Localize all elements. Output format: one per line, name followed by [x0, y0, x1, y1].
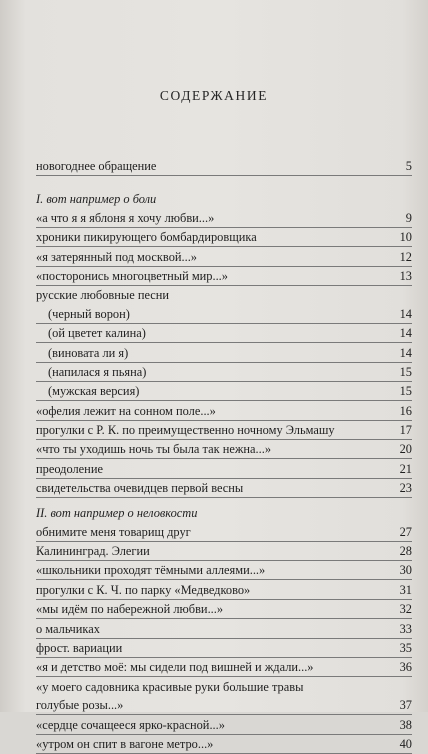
toc-entry	[36, 459, 412, 478]
toc-entry-title: прогулки с К. Ч. по парку «Медведково»	[36, 582, 251, 597]
toc-entry	[36, 228, 412, 247]
toc-entry-title: прогулки с Р. К. по преимущественно ночному Эльмашу	[36, 423, 335, 438]
toc-page-number: 5	[405, 159, 412, 174]
toc-entry	[36, 157, 412, 176]
toc-entry-title: преодоление	[36, 461, 103, 476]
toc-page-number: 14	[399, 326, 412, 341]
toc-page-number: 30	[399, 563, 412, 578]
toc-entry	[36, 542, 412, 561]
toc-entry	[36, 561, 412, 580]
toc-page-number: 12	[399, 249, 412, 264]
toc-entry-title: «я и детство моё: мы сидели под вишней и ждали...»	[36, 660, 314, 675]
toc-page-number: 28	[399, 544, 412, 559]
toc-page-number: 15	[399, 364, 412, 379]
toc-entry-title: «посторонись многоцветный мир...»	[36, 268, 228, 283]
table-of-contents	[36, 157, 412, 754]
toc-entry-title: (напилася я пьяна)	[48, 364, 147, 379]
toc-entry	[36, 382, 412, 401]
toc-entry	[36, 286, 412, 304]
toc-page-number: 10	[399, 230, 412, 245]
toc-entry-title: «школьники проходят тёмными аллеями...»	[36, 563, 266, 578]
toc-page-number: 23	[399, 481, 412, 496]
toc-entry	[36, 363, 412, 382]
toc-entry	[36, 600, 412, 619]
toc-page-number: 14	[399, 345, 412, 360]
toc-entry	[36, 304, 412, 323]
toc-entry	[36, 440, 412, 459]
toc-entry	[36, 247, 412, 266]
toc-entry-title: обнимите меня товарищ друг	[36, 524, 191, 539]
toc-page-number: 17	[399, 423, 412, 438]
toc-entry-title: русские любовные песни	[36, 288, 170, 303]
toc-page-number: 32	[399, 602, 412, 617]
toc-entry-title: (виновата ли я)	[48, 345, 129, 360]
toc-page-number: 27	[399, 524, 412, 539]
toc-page-number: 36	[399, 660, 412, 675]
toc-entry-title: «у моего садовника красивые руки большие травы	[36, 679, 304, 694]
toc-entry	[36, 267, 412, 286]
toc-entry	[36, 735, 412, 754]
toc-entry	[36, 715, 412, 734]
toc-entry-title: «сердце сочащееся ярко-красной...»	[36, 717, 225, 732]
toc-entry-title: «а что я я яблоня я хочу любви...»	[36, 210, 215, 225]
toc-page-number: 14	[399, 306, 412, 321]
toc-page-number: 20	[399, 442, 412, 457]
toc-page-number: 40	[399, 736, 412, 751]
toc-page-number: 13	[399, 268, 412, 283]
toc-entry-title: свидетельства очевидцев первой весны	[36, 481, 244, 496]
toc-entry	[36, 324, 412, 343]
toc-entry	[36, 401, 412, 420]
toc-entry	[36, 580, 412, 599]
toc-entry-title: хроники пикирующего бомбардировщика	[36, 230, 257, 245]
toc-entry-title: «офелия лежит на сонном поле...»	[36, 403, 216, 418]
toc-entry	[36, 343, 412, 362]
toc-page-number: 38	[399, 717, 412, 732]
toc-entry	[36, 208, 412, 227]
toc-page-number: 9	[405, 210, 412, 225]
toc-page-number: 15	[399, 384, 412, 399]
toc-entry	[36, 696, 412, 715]
page-title: СОДЕРЖАНИЕ	[159, 88, 269, 103]
toc-entry	[36, 677, 412, 695]
toc-entry-title: Калининград. Элегии	[36, 544, 150, 559]
toc-page-number: 31	[399, 582, 412, 597]
toc-entry-title: голубые розы...»	[36, 698, 124, 713]
toc-page-number: 37	[399, 698, 412, 713]
toc-page-number: 21	[399, 461, 412, 476]
toc-page-number: 33	[399, 621, 412, 636]
toc-entry-title: (ой цветет калина)	[48, 326, 146, 341]
toc-entry-title: новогоднее обращение	[36, 159, 157, 174]
toc-entry-title: «утром он спит в вагоне метро...»	[36, 736, 214, 751]
toc-entry	[36, 479, 412, 498]
toc-entry-title: (черный ворон)	[48, 306, 130, 321]
toc-entry-title: «что ты уходишь ночь ты была так нежна...»	[36, 442, 272, 457]
toc-entry-title: фрост. вариации	[36, 640, 123, 655]
toc-section-heading	[36, 498, 412, 522]
toc-entry	[36, 658, 412, 677]
toc-entry	[36, 639, 412, 658]
toc-entry	[36, 421, 412, 440]
toc-section-heading	[36, 176, 412, 208]
toc-entry-title: I. вот например о боли	[36, 192, 157, 207]
toc-entry-title: о мальчиках	[36, 621, 100, 636]
toc-entry-title: (мужская версия)	[48, 384, 140, 399]
toc-entry-title: «мы идём по набережной любви...»	[36, 602, 224, 617]
toc-entry	[36, 522, 412, 541]
toc-entry-title: II. вот например о неловкости	[36, 506, 198, 521]
toc-page-number: 35	[399, 640, 412, 655]
toc-page-number: 16	[399, 403, 412, 418]
toc-entry-title: «я затерянный под москвой...»	[36, 249, 198, 264]
toc-entry	[36, 619, 412, 638]
